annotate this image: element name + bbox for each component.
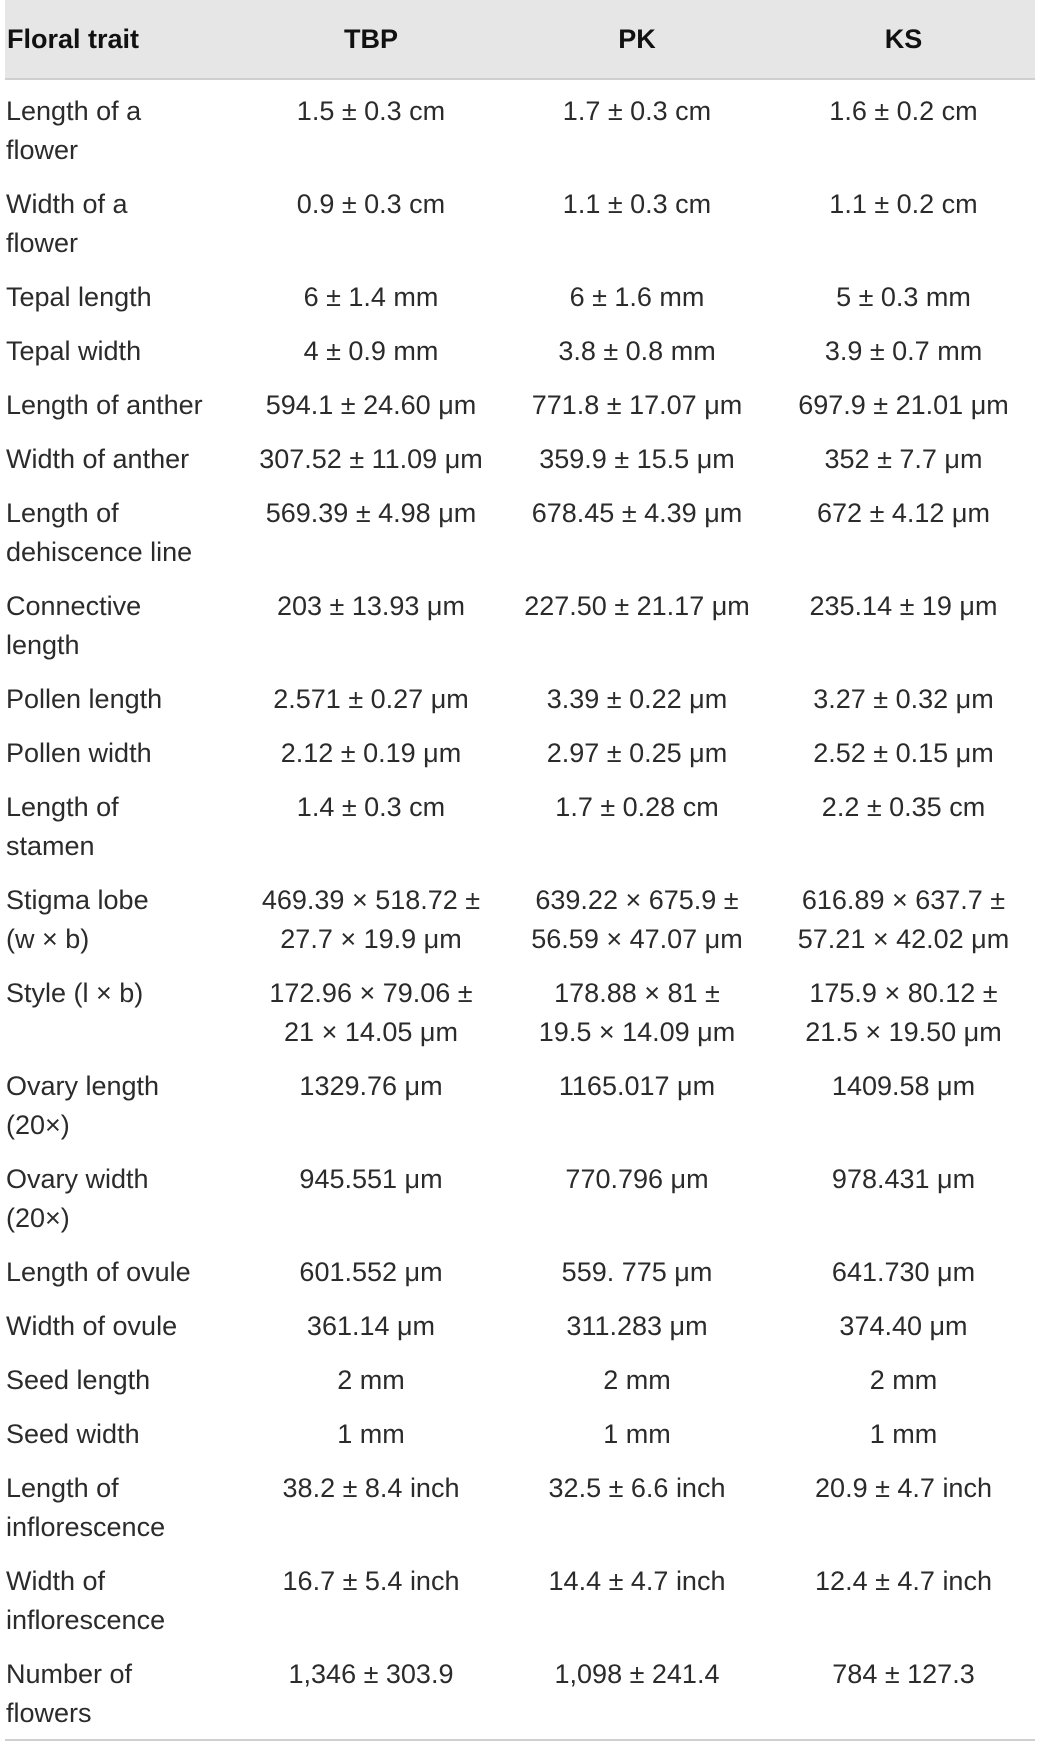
tbp-value-cell — [240, 485, 502, 578]
pk-value-cell-line: 1165.017 μm — [558, 1071, 716, 1101]
trait-cell — [5, 725, 240, 779]
trait-cell-line: Stigma lobe — [6, 885, 149, 915]
ks-value-cell-line: 374.40 μm — [839, 1311, 968, 1341]
tbp-value-cell — [240, 431, 502, 485]
tbp-value-cell-line: 203 ± 13.93 μm — [277, 591, 465, 621]
trait-cell-line: Width of a — [6, 189, 128, 219]
pk-value-cell-line: 1 mm — [603, 1419, 671, 1449]
ks-value-cell — [772, 1151, 1035, 1244]
pk-value-cell-line: 359.9 ± 15.5 μm — [539, 444, 735, 474]
trait-cell-line: Ovary width — [6, 1164, 149, 1194]
header-row — [5, 0, 1035, 79]
trait-cell — [5, 1646, 240, 1740]
tbp-value-cell-line: 1 mm — [337, 1419, 405, 1449]
table-row — [5, 377, 1035, 431]
pk-value-cell — [502, 485, 772, 578]
ks-value-cell-line: 352 ± 7.7 μm — [824, 444, 983, 474]
trait-cell-line: inflorescence — [6, 1605, 166, 1635]
trait-cell-line: dehiscence line — [6, 537, 193, 567]
tbp-value-cell-line: 469.39 × 518.72 ± — [261, 885, 481, 915]
ks-value-cell-line: 641.730 μm — [831, 1257, 976, 1287]
trait-cell — [5, 1058, 240, 1151]
ks-value-cell-line: 2.52 ± 0.15 μm — [813, 738, 994, 768]
pk-value-cell — [502, 79, 772, 176]
tbp-value-cell-line: 361.14 μm — [306, 1311, 436, 1341]
tbp-value-cell-line: 38.2 ± 8.4 inch — [282, 1473, 460, 1503]
pk-value-cell-line: 14.4 ± 4.7 inch — [548, 1566, 726, 1596]
trait-cell-line: Width of anther — [6, 444, 190, 474]
table-row — [5, 1553, 1035, 1646]
table-body — [5, 79, 1035, 1740]
pk-value-cell-line: 3.8 ± 0.8 mm — [558, 336, 716, 366]
trait-cell-line: Ovary length — [6, 1071, 160, 1101]
tbp-value-cell-line: 569.39 ± 4.98 μm — [265, 498, 477, 528]
table-row — [5, 671, 1035, 725]
column-header-pk: PK — [502, 0, 772, 79]
pk-value-cell-line: 678.45 ± 4.39 μm — [531, 498, 743, 528]
trait-cell — [5, 485, 240, 578]
trait-cell-line: Style (l × b) — [6, 978, 144, 1008]
pk-value-cell-line: 311.283 μm — [566, 1311, 708, 1341]
ks-value-cell — [772, 779, 1035, 872]
trait-cell-line: Length of — [6, 498, 119, 528]
ks-value-cell-line: 21.5 × 19.50 μm — [805, 1017, 1002, 1047]
pk-value-cell-line: 1.7 ± 0.28 cm — [555, 792, 719, 822]
table-row — [5, 578, 1035, 671]
tbp-value-cell — [240, 578, 502, 671]
pk-value-cell — [502, 1406, 772, 1460]
ks-value-cell — [772, 1058, 1035, 1151]
pk-value-cell — [502, 1553, 772, 1646]
ks-value-cell — [772, 1244, 1035, 1298]
table-row — [5, 431, 1035, 485]
trait-cell — [5, 1151, 240, 1244]
tbp-value-cell-line: 945.551 μm — [299, 1164, 443, 1194]
ks-value-cell-line: 616.89 × 637.7 ± — [801, 885, 1006, 915]
trait-cell-line: Length of ovule — [6, 1257, 191, 1287]
trait-cell-line: Width of — [6, 1566, 106, 1596]
ks-value-cell-line: 235.14 ± 19 μm — [809, 591, 998, 621]
tbp-value-cell — [240, 1352, 502, 1406]
trait-cell — [5, 1553, 240, 1646]
trait-cell — [5, 79, 240, 176]
ks-value-cell-line: 57.21 × 42.02 μm — [797, 924, 1010, 954]
ks-value-cell-line: 1409.58 μm — [831, 1071, 976, 1101]
ks-value-cell — [772, 485, 1035, 578]
trait-cell-line: Number of — [6, 1659, 133, 1689]
pk-value-cell — [502, 1646, 772, 1740]
tbp-value-cell-line: 172.96 × 79.06 ± — [269, 978, 473, 1008]
trait-cell-line: Seed width — [6, 1419, 140, 1449]
tbp-value-cell — [240, 1058, 502, 1151]
table-row — [5, 1406, 1035, 1460]
pk-value-cell — [502, 578, 772, 671]
pk-value-cell-line: 559. 775 μm — [561, 1257, 713, 1287]
trait-cell-line: Pollen length — [6, 684, 163, 714]
pk-value-cell — [502, 1058, 772, 1151]
pk-value-cell — [502, 377, 772, 431]
tbp-value-cell — [240, 377, 502, 431]
trait-cell — [5, 779, 240, 872]
tbp-value-cell-line: 594.1 ± 24.60 μm — [265, 390, 477, 420]
tbp-value-cell-line: 27.7 × 19.9 μm — [280, 924, 462, 954]
trait-cell — [5, 377, 240, 431]
ks-value-cell-line: 3.9 ± 0.7 mm — [824, 336, 983, 366]
trait-cell — [5, 1244, 240, 1298]
pk-value-cell — [502, 872, 772, 965]
ks-value-cell-line: 20.9 ± 4.7 inch — [815, 1473, 992, 1503]
pk-value-cell-line: 1,098 ± 241.4 — [554, 1659, 720, 1689]
trait-cell — [5, 1298, 240, 1352]
table-row — [5, 1151, 1035, 1244]
ks-value-cell-line: 672 ± 4.12 μm — [817, 498, 990, 528]
tbp-value-cell — [240, 79, 502, 176]
pk-value-cell — [502, 1298, 772, 1352]
trait-cell-line: flower — [6, 135, 79, 165]
trait-cell — [5, 269, 240, 323]
trait-cell-line: Width of ovule — [6, 1311, 178, 1341]
tbp-value-cell — [240, 1298, 502, 1352]
ks-value-cell-line: 697.9 ± 21.01 μm — [798, 390, 1009, 420]
ks-value-cell-line: 5 ± 0.3 mm — [836, 282, 971, 312]
tbp-value-cell — [240, 671, 502, 725]
ks-value-cell — [772, 725, 1035, 779]
trait-cell-line: Connective — [6, 591, 142, 621]
tbp-value-cell-line: 2.571 ± 0.27 μm — [273, 684, 469, 714]
table-row — [5, 485, 1035, 578]
table-row — [5, 176, 1035, 269]
pk-value-cell — [502, 269, 772, 323]
table-row — [5, 725, 1035, 779]
tbp-value-cell-line: 6 ± 1.4 mm — [303, 282, 439, 312]
pk-value-cell — [502, 725, 772, 779]
tbp-value-cell-line: 307.52 ± 11.09 μm — [259, 444, 483, 474]
ks-value-cell — [772, 1646, 1035, 1740]
tbp-value-cell — [240, 176, 502, 269]
ks-value-cell-line: 1.1 ± 0.2 cm — [829, 189, 978, 219]
trait-cell — [5, 431, 240, 485]
tbp-value-cell — [240, 965, 502, 1058]
trait-cell — [5, 578, 240, 671]
tbp-value-cell-line: 601.552 μm — [299, 1257, 443, 1287]
tbp-value-cell — [240, 323, 502, 377]
ks-value-cell — [772, 269, 1035, 323]
pk-value-cell — [502, 671, 772, 725]
column-header-tbp: TBP — [240, 0, 502, 79]
pk-value-cell — [502, 1151, 772, 1244]
table-header — [5, 0, 1035, 79]
tbp-value-cell — [240, 1406, 502, 1460]
tbp-value-cell — [240, 1460, 502, 1553]
table-row — [5, 1298, 1035, 1352]
tbp-value-cell-line: 1,346 ± 303.9 — [288, 1659, 454, 1689]
pk-value-cell — [502, 176, 772, 269]
pk-value-cell-line: 639.22 × 675.9 ± — [535, 885, 739, 915]
tbp-value-cell — [240, 1151, 502, 1244]
floral-traits-table — [5, 0, 1035, 1741]
trait-cell-line: Length of anther — [6, 390, 203, 420]
pk-value-cell — [502, 1352, 772, 1406]
pk-value-cell-line: 178.88 × 81 ± — [554, 978, 720, 1008]
table-row — [5, 779, 1035, 872]
pk-value-cell-line: 1.7 ± 0.3 cm — [562, 96, 712, 126]
ks-value-cell — [772, 431, 1035, 485]
tbp-value-cell-line: 21 × 14.05 μm — [284, 1017, 458, 1047]
pk-value-cell — [502, 1460, 772, 1553]
trait-cell-line: (20×) — [6, 1110, 70, 1140]
tbp-value-cell-line: 0.9 ± 0.3 cm — [296, 189, 446, 219]
tbp-value-cell-line: 2.12 ± 0.19 μm — [280, 738, 462, 768]
table-row — [5, 1352, 1035, 1406]
trait-cell-line: Length of — [6, 792, 119, 822]
pk-value-cell-line: 2 mm — [603, 1365, 671, 1395]
table-row — [5, 79, 1035, 176]
tbp-value-cell-line: 1329.76 μm — [299, 1071, 443, 1101]
ks-value-cell-line: 978.431 μm — [831, 1164, 976, 1194]
trait-cell-line: Length of a — [6, 96, 142, 126]
tbp-value-cell — [240, 1244, 502, 1298]
ks-value-cell — [772, 377, 1035, 431]
pk-value-cell — [502, 323, 772, 377]
ks-value-cell-line: 784 ± 127.3 — [832, 1659, 975, 1689]
column-header-floral-trait: Floral trait — [5, 0, 240, 79]
trait-cell — [5, 323, 240, 377]
ks-value-cell — [772, 79, 1035, 176]
tbp-value-cell — [240, 779, 502, 872]
trait-cell-line: Pollen width — [6, 738, 152, 768]
pk-value-cell-line: 770.796 μm — [565, 1164, 709, 1194]
ks-value-cell-line: 2.2 ± 0.35 cm — [821, 792, 986, 822]
pk-value-cell — [502, 431, 772, 485]
table-row — [5, 1646, 1035, 1740]
ks-value-cell — [772, 1298, 1035, 1352]
pk-value-cell-line: 56.59 × 47.07 μm — [531, 924, 743, 954]
pk-value-cell — [502, 1244, 772, 1298]
pk-value-cell-line: 227.50 ± 21.17 μm — [524, 591, 750, 621]
table-row — [5, 1058, 1035, 1151]
pk-value-cell-line: 19.5 × 14.09 μm — [538, 1017, 736, 1047]
trait-cell-line: flowers — [6, 1698, 92, 1728]
tbp-value-cell — [240, 725, 502, 779]
tbp-value-cell-line: 2 mm — [337, 1365, 405, 1395]
pk-value-cell-line: 2.97 ± 0.25 μm — [546, 738, 728, 768]
ks-value-cell — [772, 1406, 1035, 1460]
table-row — [5, 323, 1035, 377]
table-row — [5, 1460, 1035, 1553]
tbp-value-cell — [240, 1646, 502, 1740]
table-row — [5, 1244, 1035, 1298]
column-header-ks: KS — [772, 0, 1035, 79]
table-row — [5, 269, 1035, 323]
trait-cell-line: (20×) — [6, 1203, 70, 1233]
pk-value-cell-line: 3.39 ± 0.22 μm — [546, 684, 728, 714]
trait-cell-line: inflorescence — [6, 1512, 166, 1542]
tbp-value-cell-line: 1.5 ± 0.3 cm — [296, 96, 446, 126]
tbp-value-cell — [240, 1553, 502, 1646]
trait-cell — [5, 671, 240, 725]
trait-cell-line: (w × b) — [6, 924, 90, 954]
trait-cell — [5, 1460, 240, 1553]
pk-value-cell-line: 1.1 ± 0.3 cm — [562, 189, 712, 219]
trait-cell — [5, 176, 240, 269]
ks-value-cell — [772, 578, 1035, 671]
ks-value-cell-line: 2 mm — [869, 1365, 938, 1395]
ks-value-cell — [772, 323, 1035, 377]
pk-value-cell — [502, 779, 772, 872]
trait-cell-line: stamen — [6, 831, 95, 861]
trait-cell-line: flower — [6, 228, 79, 258]
tbp-value-cell-line: 4 ± 0.9 mm — [303, 336, 439, 366]
ks-value-cell-line: 1 mm — [869, 1419, 938, 1449]
ks-value-cell — [772, 1553, 1035, 1646]
trait-cell — [5, 872, 240, 965]
ks-value-cell-line: 3.27 ± 0.32 μm — [813, 684, 994, 714]
pk-value-cell-line: 32.5 ± 6.6 inch — [548, 1473, 726, 1503]
trait-cell-line: Length of — [6, 1473, 119, 1503]
ks-value-cell-line: 1.6 ± 0.2 cm — [829, 96, 978, 126]
ks-value-cell — [772, 1460, 1035, 1553]
tbp-value-cell-line: 1.4 ± 0.3 cm — [296, 792, 446, 822]
pk-value-cell-line: 6 ± 1.6 mm — [569, 282, 705, 312]
ks-value-cell — [772, 176, 1035, 269]
ks-value-cell — [772, 872, 1035, 965]
ks-value-cell — [772, 1352, 1035, 1406]
tbp-value-cell-line: 16.7 ± 5.4 inch — [282, 1566, 460, 1596]
trait-cell — [5, 965, 240, 1058]
ks-value-cell-line: 12.4 ± 4.7 inch — [815, 1566, 992, 1596]
pk-value-cell-line: 771.8 ± 17.07 μm — [531, 390, 743, 420]
trait-cell-line: Tepal length — [6, 282, 152, 312]
pk-value-cell — [502, 965, 772, 1058]
trait-cell-line: Tepal width — [6, 336, 142, 366]
table-row — [5, 872, 1035, 965]
trait-cell-line: Seed length — [6, 1365, 151, 1395]
table-row — [5, 965, 1035, 1058]
ks-value-cell — [772, 671, 1035, 725]
ks-value-cell-line: 175.9 × 80.12 ± — [809, 978, 998, 1008]
trait-cell-line: length — [6, 630, 80, 660]
tbp-value-cell — [240, 872, 502, 965]
trait-cell — [5, 1352, 240, 1406]
ks-value-cell — [772, 965, 1035, 1058]
trait-cell — [5, 1406, 240, 1460]
tbp-value-cell — [240, 269, 502, 323]
